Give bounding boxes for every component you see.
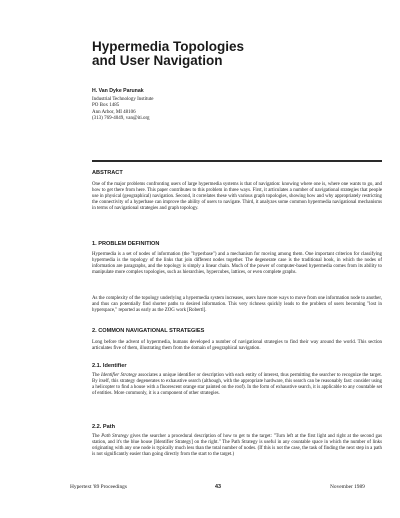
author-affiliation: Industrial Technology Institute (92, 97, 154, 103)
section-2-1-text-after: associates a unique identifier or description with each entity of interest, thus permitting the searcher to recognize the target. By itself, this strategy degenerates to exhaustive search (although, with the appropriate hardware, this search can be reasonably fast: consider using a helicopter to find a house with a fluorescent orange star painted on the roof). In the form of exhaustive search, it is applicable to any countable set of entities. More commonly, it is a component of other strategies. (92, 373, 382, 397)
footer-proceedings: Hypertext '89 Proceedings (70, 484, 127, 490)
author-block (92, 88, 382, 122)
section-2-heading: 2. COMMON NAVIGATIONAL STRATEGIES (92, 328, 205, 334)
section-2-2-term: Path Strategy (101, 434, 129, 439)
section-2-paragraph-1: Long before the advent of hypermedia, humans developed a number of navigational strategies to find their way around the world. This section articulates five of them, illustrating them from the domain of geographical navigation. (92, 340, 382, 352)
section-2-1-term: Identifier Strategy (100, 373, 137, 378)
section-1-paragraph-2: As the complexity of the topology underlying a hypermedia system increases, users have more ways to move from one information node to another, and thus can potentially find shorter paths to desired information. This very richness quickly leads to the problem of users becoming "lost in hyperspace," reported as early as the ZOG work [Robertl]. (92, 296, 382, 314)
section-2-2-text-after: gives the searcher a procedural description of how to get to the target: "Turn left at the first light and right at the second gas station, and it's the blue house [Identifier Strategy] on the right." The Path Strategy is useful in any countable space in which the number of links originating with any one node is typically much less than the total number of nodes. (If this is not the case, the task of finding the next step in a path is not significantly easier than going directly from the start to the target.) (92, 434, 383, 458)
section-2-1-paragraph (92, 373, 382, 397)
section-2-1-text-before: The (92, 373, 101, 378)
author-po-box: PO Box 1485 (92, 103, 120, 109)
author-contact: (313) 769-4049, van@iti.org (92, 115, 150, 121)
section-2-1-heading: 2.1. Identifier (92, 363, 127, 369)
section-1-heading: 1. PROBLEM DEFINITION (92, 241, 160, 247)
section-2-2-paragraph (92, 434, 382, 458)
footer-page-number: 43 (215, 484, 221, 490)
footer-date: November 1989 (330, 484, 365, 490)
abstract-text: One of the major problems confronting users of large hypermedia systems is that of navigation: knowing where one is, where one wants to go, and how to get there from here. This paper contributes to this problem in three ways. First, it articulates a number of navigational strategies that people use in physical (geographical) navigation. Second, it correlates these with various graph topologies, showing how and why appropriately restricting the connectivity of a hyperbase can improve the ability of users to navigate. Third, it analyzes some common hypermedia navigational mechanisms in terms of navigational strategies and graph topology. (92, 182, 382, 212)
author-name: H. Van Dyke Parunak (92, 88, 144, 94)
top-rule (92, 160, 382, 162)
section-2-2-heading: 2.2. Path (92, 424, 116, 430)
author-city: Ann Arbor, MI 48106 (92, 109, 136, 115)
section-1-paragraph-1: Hypermedia is a set of nodes of information (the "hyperbase") and a mechanism for moving among them. One important criterion for classifying hypermedia is the topology of the links that join different nodes together. The degenerate case is the traditional book, in which the nodes of information are paragraphs, and the topology is simply a linear chain. Much of the power of computer-based hypermedia comes from its ability to manipulate more complex topologies, such as hierarchies, hypercubes, lattices, or even complete graphs. (92, 252, 382, 276)
title-line-1: Hypermedia Topologies (92, 39, 245, 54)
section-2-2-text-before: The (92, 434, 102, 439)
title-line-2: and User Navigation (92, 53, 223, 68)
page-footer (0, 484, 400, 494)
abstract-heading: ABSTRACT (92, 170, 123, 176)
paper-title (92, 40, 382, 68)
